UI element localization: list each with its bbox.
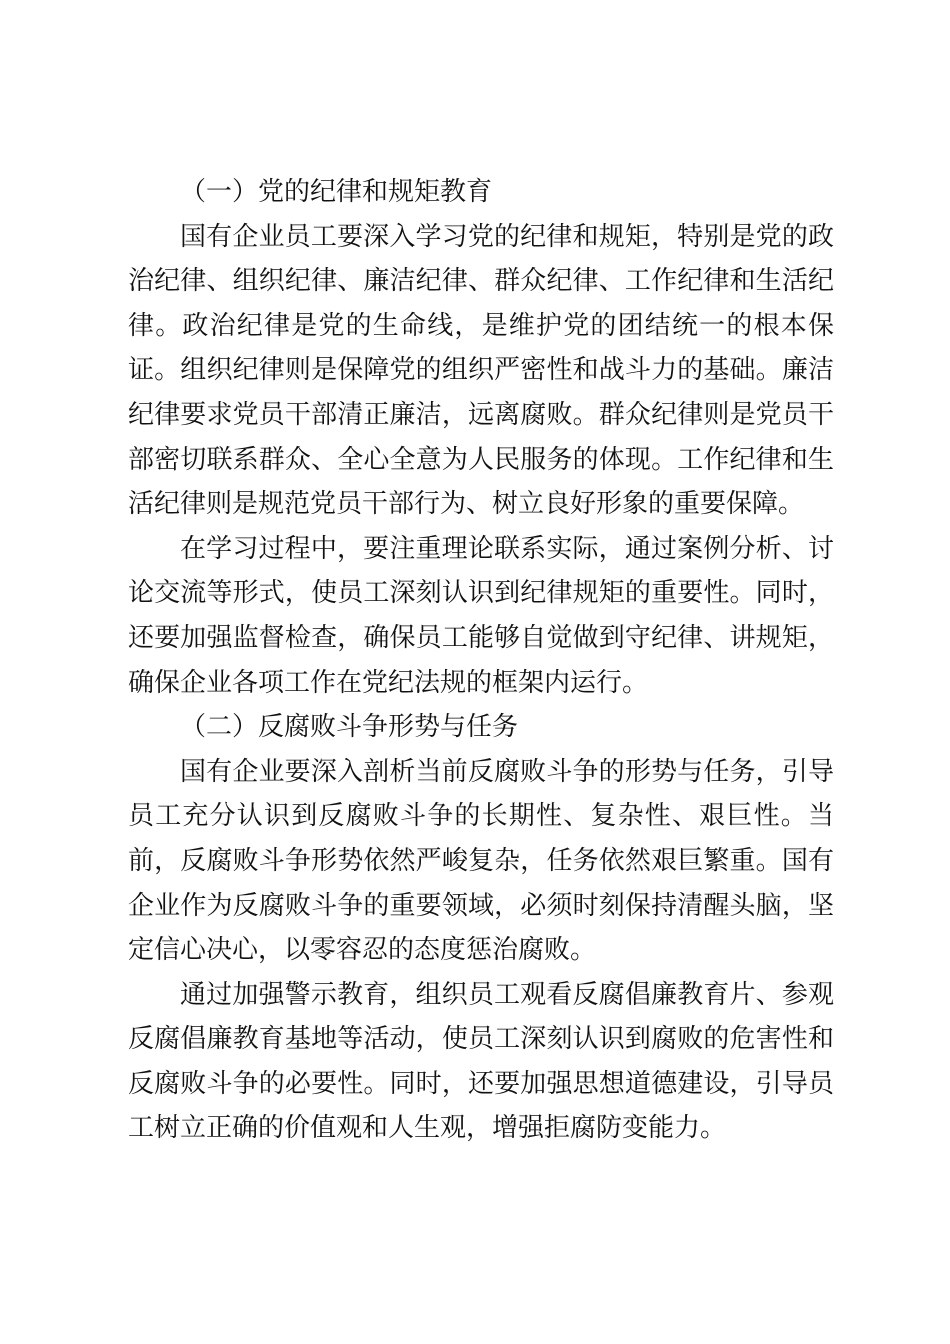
section-heading-2: （二）反腐败斗争形势与任务 <box>180 712 519 743</box>
paragraph: 国有企业要深入剖析当前反腐败斗争的形势与任务，引导员工充分认识到反腐败斗争的长期性、复杂性、艰巨性。当前，反腐败斗争形势依然严峻复杂，任务依然艰巨繁重。国有企业作为反腐败斗争的重要领域，必须时刻保持清醒头脑，坚定信心决心，以零容忍的态度惩治腐败。 <box>128 756 834 966</box>
paragraph: 国有企业员工要深入学习党的纪律和规矩，特别是党的政治纪律、组织纪律、廉洁纪律、群众纪律、工作纪律和生活纪律。政治纪律是党的生命线，是维护党的团结统一的根本保证。组织纪律则是保障党的组织严密性和战斗力的基础。廉洁纪律要求党员干部清正廉洁，远离腐败。群众纪律则是党员干部密切联系群众、全心全意为人民服务的体现。工作纪律和生活纪律则是规范党员干部行为、树立良好形象的重要保障。 <box>128 221 834 520</box>
section-heading-1: （一）党的纪律和规矩教育 <box>180 177 493 207</box>
document-page <box>128 170 834 1151</box>
paragraph: 在学习过程中，要注重理论联系实际，通过案例分析、讨论交流等形式，使员工深刻认识到纪律规矩的重要性。同时，还要加强监督检查，确保员工能够自觉做到守纪律、讲规矩，确保企业各项工作在党纪法规的框架内运行。 <box>128 533 834 698</box>
paragraph: 通过加强警示教育，组织员工观看反腐倡廉教育片、参观反腐倡廉教育基地等活动，使员工深刻认识到腐败的危害性和反腐败斗争的必要性。同时，还要加强思想道德建设，引导员工树立正确的价值观和人生观，增强拒腐防变能力。 <box>128 979 834 1144</box>
